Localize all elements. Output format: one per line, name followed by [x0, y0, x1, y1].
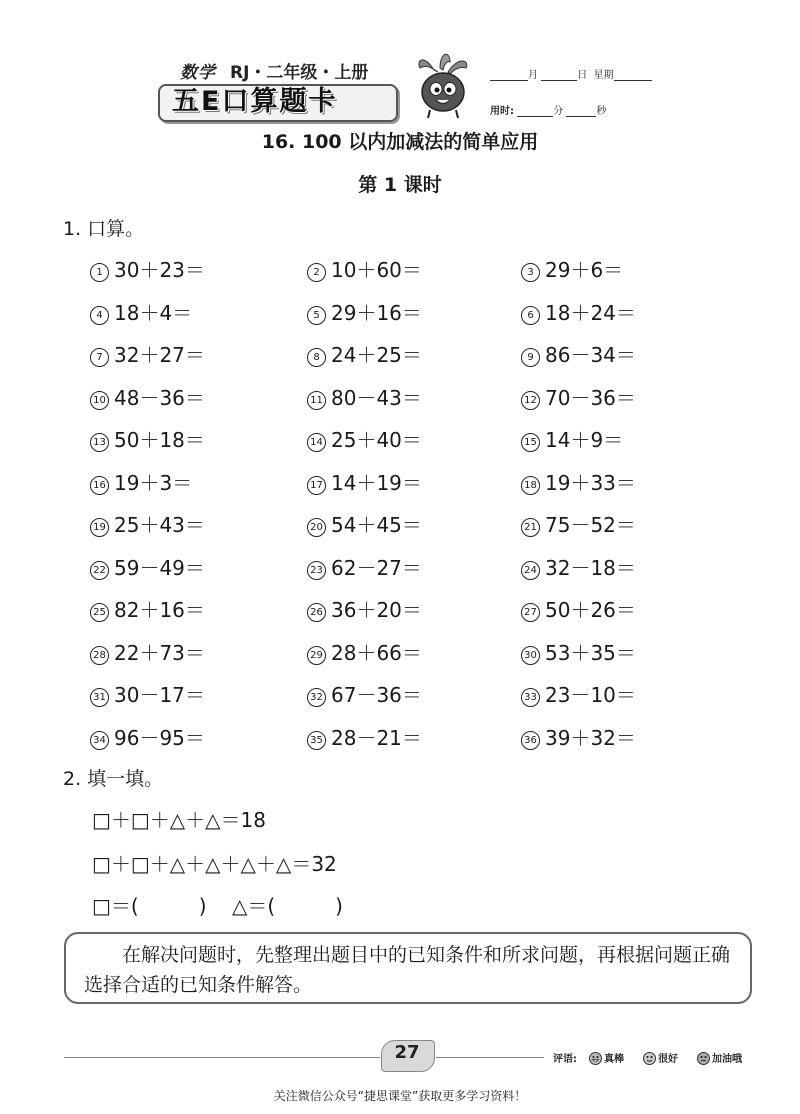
smile-face-icon [643, 1052, 656, 1065]
square-answer-blank[interactable]: □＝( ) [92, 894, 207, 918]
day-label: 日 [577, 70, 588, 81]
weekday-blank[interactable] [614, 69, 652, 81]
problem-number: 34 [90, 731, 109, 750]
problem-expression[interactable]: 18＋4＝ [114, 300, 193, 325]
problem-expression[interactable]: 18＋24＝ [545, 300, 636, 325]
eval-great-label: 真棒 [604, 1054, 624, 1065]
brand-title: 五E口算题卡 [172, 86, 338, 117]
lesson-title: 16. 100 以内加减法的简单应用 [261, 131, 539, 153]
problem-number: 5 [307, 306, 326, 325]
problem-expression[interactable]: 82＋16＝ [114, 598, 205, 622]
eval-great[interactable] [589, 1050, 624, 1065]
problem-expression[interactable]: 54＋45＝ [331, 513, 422, 537]
problem-item [521, 382, 636, 411]
problem-item [307, 424, 422, 453]
equation-1: □＋□＋△＋△＝18 [92, 808, 267, 832]
problem-expression[interactable]: 59－49＝ [114, 555, 205, 580]
problem-expression[interactable]: 36＋20＝ [331, 598, 422, 622]
eval-label: 评语: [553, 1054, 577, 1065]
problem-expression[interactable]: 30－17＝ [114, 683, 205, 707]
date-line [490, 66, 652, 81]
equation-2: □＋□＋△＋△＋△＋△＝32 [92, 852, 337, 876]
problem-item [307, 552, 422, 581]
problem-expression[interactable]: 75－52＝ [545, 513, 636, 537]
time-label: 用时: [490, 106, 514, 117]
problem-number: 23 [307, 561, 326, 580]
problem-expression[interactable]: 62－27＝ [331, 555, 422, 580]
problem-expression[interactable]: 67－36＝ [331, 683, 422, 707]
problem-item [521, 297, 636, 326]
problem-item [521, 467, 636, 496]
problem-number: 25 [90, 603, 109, 622]
problem-expression[interactable]: 29＋6＝ [545, 258, 624, 282]
eval-cheer[interactable] [697, 1050, 742, 1065]
problem-expression[interactable]: 96－95＝ [114, 725, 205, 750]
problem-number: 32 [307, 688, 326, 707]
problem-expression[interactable]: 25＋43＝ [114, 513, 205, 537]
problem-item [521, 552, 636, 581]
problem-expression[interactable]: 48－36＝ [114, 385, 205, 410]
problem-number: 20 [307, 518, 326, 537]
footer-note: 关注微信公众号“捷思课堂”获取更多学习资料！ [273, 1089, 527, 1103]
problem-item [90, 339, 205, 368]
weekday-label: 星期 [593, 70, 614, 81]
month-label: 月 [528, 70, 538, 81]
problem-number: 35 [307, 731, 326, 750]
problem-item [307, 594, 422, 623]
problem-number: 24 [521, 561, 540, 580]
problem-item [90, 509, 205, 538]
problem-number: 21 [521, 518, 540, 537]
problem-number: 31 [90, 688, 109, 707]
triangle-answer-blank[interactable]: △＝( ) [232, 894, 343, 918]
eval-good-label: 很好 [658, 1054, 678, 1065]
problem-number: 9 [521, 348, 540, 367]
problem-item [90, 552, 205, 581]
problem-item [521, 254, 623, 283]
problem-expression[interactable]: 29＋16＝ [331, 300, 422, 325]
problem-number: 10 [90, 391, 109, 410]
problem-item [307, 382, 422, 411]
problem-number: 4 [90, 306, 109, 325]
problem-item [90, 722, 205, 751]
problem-expression[interactable]: 50＋26＝ [545, 598, 636, 622]
problem-expression[interactable]: 14＋19＝ [331, 470, 422, 495]
problem-item [521, 509, 636, 538]
problem-number: 22 [90, 561, 109, 580]
problem-item [90, 254, 205, 283]
problem-expression[interactable]: 28＋66＝ [331, 640, 422, 665]
problem-item [90, 679, 205, 708]
radish-mascot-icon [410, 50, 476, 120]
month-blank[interactable] [490, 69, 528, 81]
problem-expression[interactable]: 23－10＝ [545, 683, 636, 707]
problem-number: 19 [90, 518, 109, 537]
problem-expression[interactable]: 14＋9＝ [545, 428, 624, 452]
problem-item [90, 297, 192, 326]
problem-item [307, 679, 422, 708]
problem-expression[interactable]: 19＋3＝ [114, 470, 193, 495]
problem-expression[interactable]: 32－18＝ [545, 555, 636, 580]
problem-expression[interactable]: 25＋40＝ [331, 428, 422, 452]
day-blank[interactable] [541, 69, 577, 81]
problem-number: 7 [90, 348, 109, 367]
problem-number: 33 [521, 688, 540, 707]
lesson-subtitle: 第 1 课时 [358, 174, 442, 196]
problem-expression[interactable]: 10＋60＝ [331, 258, 422, 282]
problem-number: 16 [90, 476, 109, 495]
problem-number: 28 [90, 646, 109, 665]
problem-item [90, 467, 192, 496]
problem-number: 27 [521, 603, 540, 622]
second-label: 秒 [596, 106, 607, 117]
problem-item [307, 722, 422, 751]
minute-label: 分 [553, 106, 564, 117]
problem-expression[interactable]: 50＋18＝ [114, 428, 205, 452]
problem-expression[interactable]: 30＋23＝ [114, 258, 205, 282]
problem-item [90, 594, 205, 623]
problem-item [521, 722, 636, 751]
problem-item [307, 467, 422, 496]
problem-number: 30 [521, 646, 540, 665]
problem-expression[interactable]: 22＋73＝ [114, 640, 205, 665]
problem-number: 15 [521, 433, 540, 452]
problem-number: 6 [521, 306, 540, 325]
problem-item [521, 339, 636, 368]
problem-number: 1 [90, 263, 109, 282]
problem-expression[interactable]: 32＋27＝ [114, 343, 205, 367]
section1-title: 1. 口算。 [63, 218, 145, 240]
problem-number: 18 [521, 476, 540, 495]
problem-item [90, 424, 205, 453]
problem-item [90, 637, 205, 666]
footer-divider-right [436, 1057, 544, 1058]
grin-face-icon [589, 1052, 602, 1065]
problem-item [307, 297, 422, 326]
problem-number: 3 [521, 263, 540, 282]
footer-divider-left [64, 1057, 380, 1058]
problem-expression[interactable]: 39＋32＝ [545, 725, 636, 750]
time-line [490, 102, 606, 117]
problem-number: 14 [307, 433, 326, 452]
minute-blank[interactable] [517, 105, 553, 117]
problem-item [307, 254, 422, 283]
problem-expression[interactable]: 70－36＝ [545, 385, 636, 410]
problem-expression[interactable]: 86－34＝ [545, 343, 636, 367]
problem-number: 26 [307, 603, 326, 622]
problem-number: 11 [307, 391, 326, 410]
problem-item [307, 637, 422, 666]
problem-expression[interactable]: 19＋33＝ [545, 470, 636, 495]
problem-item [307, 339, 422, 368]
problem-item [521, 424, 623, 453]
problem-number: 17 [307, 476, 326, 495]
problem-item [521, 637, 636, 666]
problem-expression[interactable]: 53＋35＝ [545, 640, 636, 665]
problem-number: 8 [307, 348, 326, 367]
eval-cheer-label: 加油哦 [712, 1054, 742, 1065]
section2-title: 2. 填一填。 [63, 768, 164, 790]
problem-item [521, 594, 636, 623]
problem-expression[interactable]: 24＋25＝ [331, 343, 422, 367]
subject-label: 数学 [180, 63, 216, 83]
second-blank[interactable] [566, 105, 596, 117]
page-number: 27 [394, 1042, 420, 1063]
problem-number: 36 [521, 731, 540, 750]
problem-expression[interactable]: 28－21＝ [331, 725, 422, 750]
problem-number: 12 [521, 391, 540, 410]
tip-text: 在解决问题时，先整理出题目中的已知条件和所求问题，再根据问题正确选择合适的已知条件解答。 [84, 944, 731, 996]
problem-expression[interactable]: 80－43＝ [331, 385, 422, 410]
problem-number: 29 [307, 646, 326, 665]
grade-label: RJ・二年级・上册 [230, 63, 369, 83]
problem-number: 2 [307, 263, 326, 282]
problem-item [307, 509, 422, 538]
problem-item [521, 679, 636, 708]
eval-good[interactable] [643, 1050, 678, 1065]
neutral-face-icon [697, 1052, 710, 1065]
problem-item [90, 382, 205, 411]
problem-number: 13 [90, 433, 109, 452]
